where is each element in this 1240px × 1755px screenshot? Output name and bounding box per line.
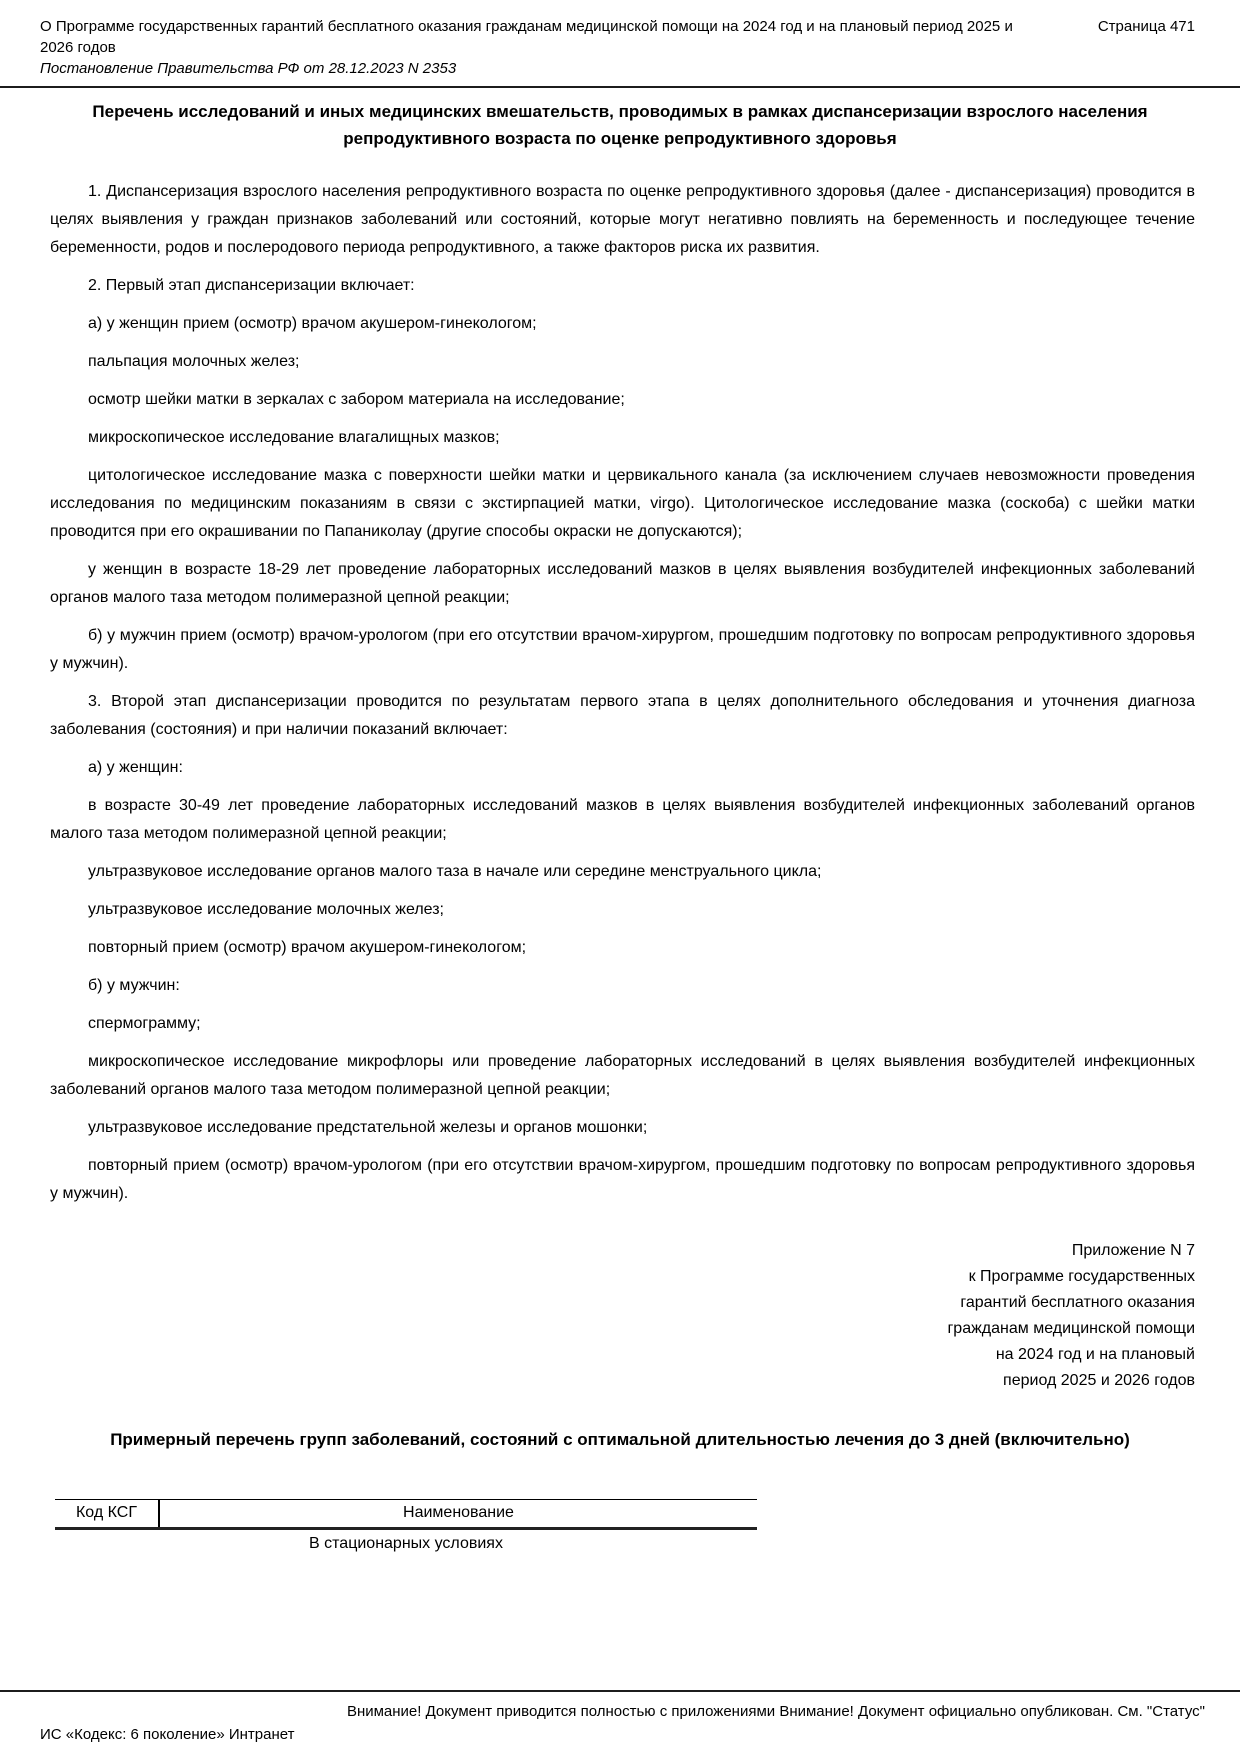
body-paragraph: 3. Второй этап диспансеризации проводится по результатам первого этапа в целях дополнительного обследования и уточнения диагноза заболевания (состояния) и при наличии показаний включает: [50, 693, 1195, 738]
body-paragraph: спермограмму; [88, 1015, 201, 1032]
appendix-line: Приложение N 7 [1071, 1242, 1195, 1259]
body-paragraph: 2. Первый этап диспансеризации включает: [88, 277, 415, 294]
appendix-line: период 2025 и 2026 годов [1003, 1372, 1195, 1389]
section-title-disease-groups: Примерный перечень групп заболеваний, состояний с оптимальной длительностью лечения до 3 дней (включительно) [110, 1430, 1130, 1449]
appendix-line: гарантий бесплатного оказания [960, 1294, 1195, 1311]
header-divider [0, 86, 1240, 88]
body-paragraph: ультразвуковое исследование молочных желез; [88, 901, 444, 918]
table-header-name: Наименование [403, 1504, 514, 1521]
document-subtitle: Постановление Правительства РФ от 28.12.2023 N 2353 [40, 60, 457, 77]
table-header-ksg-code: Код КСГ [55, 1500, 160, 1527]
page-footer [0, 1690, 1240, 1755]
page-header [0, 0, 1240, 79]
body-paragraph: ультразвуковое исследование предстательной железы и органов мошонки; [88, 1119, 648, 1136]
table-subheader-inpatient: В стационарных условиях [309, 1535, 503, 1552]
section-title-reproductive-checkup: Перечень исследований и иных медицинских вмешательств, проводимых в рамках диспансеризации взрослого населения репродуктивного возраста по оценке репродуктивного здоровья [92, 102, 1148, 148]
appendix-line: на 2024 год и на плановый [995, 1346, 1195, 1363]
body-paragraph: у женщин в возрасте 18-29 лет проведение лабораторных исследований мазков в целях выявления возбудителей инфекционных заболеваний органов малого таза методом полимеразной цепной реакции; [50, 561, 1195, 606]
body-paragraph: микроскопическое исследование микрофлоры или проведение лабораторных исследований в целях выявления возбудителей инфекционных заболеваний органов малого таза методом полимеразной цепной реакции; [50, 1053, 1195, 1098]
appendix-line: к Программе государственных [968, 1268, 1195, 1285]
body-paragraph: ультразвуковое исследование органов малого таза в начале или середине менструального цикла; [88, 863, 822, 880]
body-paragraph: 1. Диспансеризация взрослого населения репродуктивного возраста по оценке репродуктивного здоровья (далее - диспансеризация) проводится в целях выявления у граждан признаков заболеваний или состояний, которые могут негативно повлиять на беременность и последующее течение беременности, родов и послеродового периода репродуктивного, а также факторов риска их развития. [50, 183, 1195, 256]
document-title: О Программе государственных гарантий бесплатного оказания гражданам медицинской помощи на 2024 год и на плановый период 2025 и 2026 годов [40, 18, 1013, 56]
body-paragraph: цитологическое исследование мазка с поверхности шейки матки и цервикального канала (за исключением случаев невозможности проведения исследования по медицинским показаниям в связи с экстирпацией матки, virgo). Цитологическое исследование мазка (соскоба) с шейки матки проводится при его окрашивании по Папаниколау (другие способы окраски не допускаются); [50, 467, 1195, 540]
body-paragraph: повторный прием (осмотр) врачом акушером-гинекологом; [88, 939, 527, 956]
document-header-block [40, 16, 1045, 79]
body-paragraph: б) у мужчин прием (осмотр) врачом-урологом (при его отсутствии врачом-хирургом, прошедшим подготовку по вопросам репродуктивного здоровья у мужчин). [50, 627, 1195, 672]
body-paragraph: а) у женщин: [88, 759, 183, 776]
footer-notice: Внимание! Документ приводится полностью с приложениями Внимание! Документ официально опубликован. См. "Статус" [346, 1703, 1205, 1720]
body-paragraph: б) у мужчин: [88, 977, 180, 994]
body-paragraph: осмотр шейки матки в зеркалах с забором материала на исследование; [88, 391, 625, 408]
page-number: Страница 471 [1097, 18, 1195, 35]
body-paragraph: микроскопическое исследование влагалищных мазков; [88, 429, 500, 446]
document-body [0, 152, 1240, 1208]
body-paragraph: пальпация молочных желез; [88, 353, 300, 370]
footer-source: ИС «Кодекс: 6 поколение» Интранет [40, 1726, 295, 1743]
body-paragraph: в возрасте 30-49 лет проведение лабораторных исследований мазков в целях выявления возбудителей инфекционных заболеваний органов малого таза методом полимеразной цепной реакции; [50, 797, 1195, 842]
appendix-reference-block [0, 1238, 1195, 1394]
ksg-table-header-row [55, 1499, 757, 1530]
body-paragraph: повторный прием (осмотр) врачом-урологом (при его отсутствии врачом-хирургом, прошедшим подготовку по вопросам репродуктивного здоровья у мужчин). [50, 1157, 1195, 1202]
body-paragraph: а) у женщин прием (осмотр) врачом акушером-гинекологом; [88, 315, 537, 332]
appendix-line: гражданам медицинской помощи [947, 1320, 1195, 1337]
